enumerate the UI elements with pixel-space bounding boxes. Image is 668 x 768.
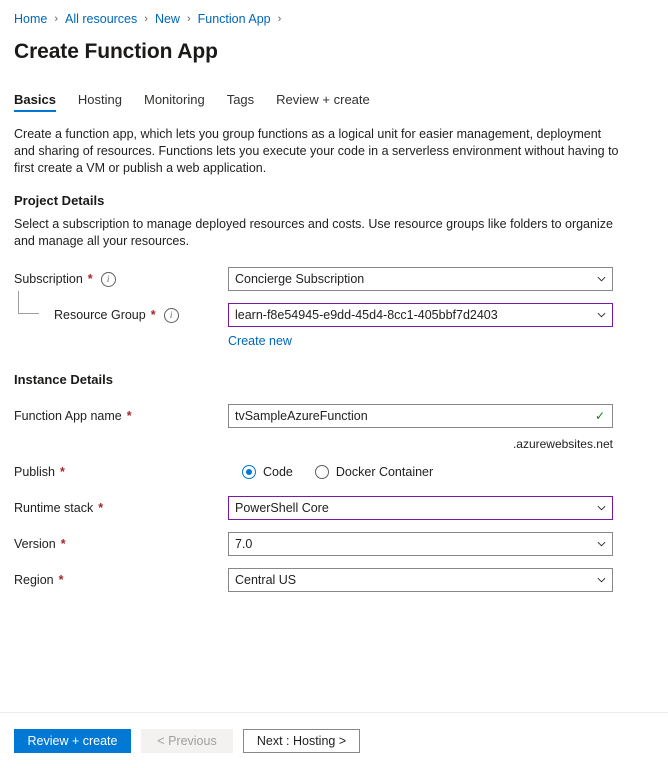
radio-selected-icon[interactable] bbox=[242, 465, 256, 479]
version-required-marker: * bbox=[60, 537, 66, 551]
runtime-stack-select[interactable] bbox=[228, 496, 613, 520]
instance-details-form bbox=[0, 401, 668, 595]
function-app-name-required-marker: * bbox=[126, 409, 132, 423]
next-hosting-button[interactable]: Next : Hosting > bbox=[243, 729, 360, 753]
form-description: Create a function app, which lets you group functions as a logical unit for easier management, deployment and sharing of resources. Functions lets you execute your code in a serverless environment without having to first create a VM or publish a web application. bbox=[14, 127, 619, 175]
publish-radio-group bbox=[228, 465, 433, 479]
breadcrumb-item-home[interactable]: Home bbox=[14, 12, 48, 26]
resource-group-select[interactable] bbox=[228, 303, 613, 327]
previous-button: < Previous bbox=[141, 729, 233, 753]
publish-option-docker-container[interactable] bbox=[315, 465, 433, 479]
region-label-text: Region bbox=[14, 573, 54, 587]
publish-option-code[interactable] bbox=[242, 465, 293, 479]
function-app-name-label-text: Function App name bbox=[14, 409, 122, 423]
subscription-field bbox=[228, 267, 613, 291]
runtime-stack-field bbox=[228, 496, 613, 520]
breadcrumb-item-new[interactable]: New bbox=[154, 12, 180, 26]
create-new-link[interactable]: Create new bbox=[228, 334, 292, 348]
region-label bbox=[14, 573, 228, 587]
page-title: Create Function App bbox=[14, 40, 218, 63]
valid-check-icon: ✓ bbox=[594, 409, 605, 423]
region-field bbox=[228, 568, 613, 592]
info-icon[interactable]: i bbox=[164, 308, 179, 323]
subscription-row bbox=[14, 264, 654, 294]
review-create-button[interactable]: Review + create bbox=[14, 729, 131, 753]
breadcrumb-separator-icon: › bbox=[144, 13, 148, 25]
project-details-subtext: Select a subscription to manage deployed resources and costs. Use resource groups like folders to organize and manage all your resources. bbox=[14, 217, 613, 248]
tab-monitoring[interactable]: Monitoring bbox=[144, 92, 205, 107]
publish-label-text: Publish bbox=[14, 465, 55, 479]
breadcrumb-separator-icon: › bbox=[277, 13, 282, 25]
breadcrumb-item-all-resources[interactable]: All resources bbox=[65, 12, 138, 26]
indent-bracket bbox=[18, 291, 39, 314]
subscription-select[interactable] bbox=[228, 267, 613, 291]
resource-group-row bbox=[14, 300, 654, 330]
publish-required-marker: * bbox=[60, 465, 65, 479]
tab-tags[interactable]: Tags bbox=[226, 92, 255, 107]
function-app-name-label bbox=[14, 409, 228, 423]
publish-label bbox=[14, 465, 228, 479]
version-label bbox=[14, 537, 228, 551]
region-select[interactable] bbox=[228, 568, 613, 592]
version-label-text: Version bbox=[14, 537, 56, 551]
runtime-stack-label-text: Runtime stack bbox=[14, 501, 94, 515]
version-field bbox=[228, 532, 613, 556]
version-row bbox=[14, 529, 654, 559]
info-icon[interactable]: i bbox=[101, 272, 116, 287]
tab-bar bbox=[0, 86, 668, 112]
breadcrumb-item-function-app[interactable]: Function App bbox=[197, 12, 271, 26]
region-row bbox=[14, 565, 654, 595]
function-app-name-field bbox=[228, 404, 613, 428]
publish-option-code-label: Code bbox=[263, 465, 293, 479]
breadcrumb-separator-icon: › bbox=[54, 13, 59, 25]
runtime-stack-label bbox=[14, 501, 228, 515]
resource-group-label bbox=[14, 308, 228, 323]
subscription-label bbox=[14, 272, 228, 287]
tab-review-create[interactable]: Review + create bbox=[276, 92, 370, 107]
tab-basics[interactable]: Basics bbox=[14, 92, 67, 112]
subscription-label-text: Subscription bbox=[14, 272, 83, 286]
tab-hosting[interactable]: Hosting bbox=[77, 92, 122, 107]
resource-group-label-text: Resource Group bbox=[54, 308, 146, 322]
basics-form bbox=[0, 264, 668, 348]
resource-group-field bbox=[228, 303, 613, 327]
instance-details-heading: Instance Details bbox=[14, 372, 113, 387]
project-details-heading: Project Details bbox=[14, 193, 105, 208]
version-select[interactable] bbox=[228, 532, 613, 556]
runtime-stack-required-marker: * bbox=[98, 501, 104, 515]
form-footer bbox=[0, 712, 668, 768]
runtime-stack-row bbox=[14, 493, 654, 523]
publish-option-docker-label: Docker Container bbox=[335, 465, 434, 479]
function-app-name-input[interactable] bbox=[228, 404, 613, 428]
breadcrumb-separator-icon: › bbox=[186, 13, 191, 25]
resource-group-required-marker: * bbox=[150, 308, 156, 322]
function-app-name-row bbox=[14, 401, 654, 431]
function-app-name-suffix: .azurewebsites.net bbox=[512, 437, 613, 451]
publish-row bbox=[14, 457, 654, 487]
breadcrumb bbox=[0, 0, 668, 30]
region-required-marker: * bbox=[58, 573, 64, 587]
create-new-resource-group-wrap bbox=[14, 334, 654, 348]
radio-unselected-icon[interactable] bbox=[315, 465, 329, 479]
subscription-required-marker: * bbox=[87, 272, 93, 286]
